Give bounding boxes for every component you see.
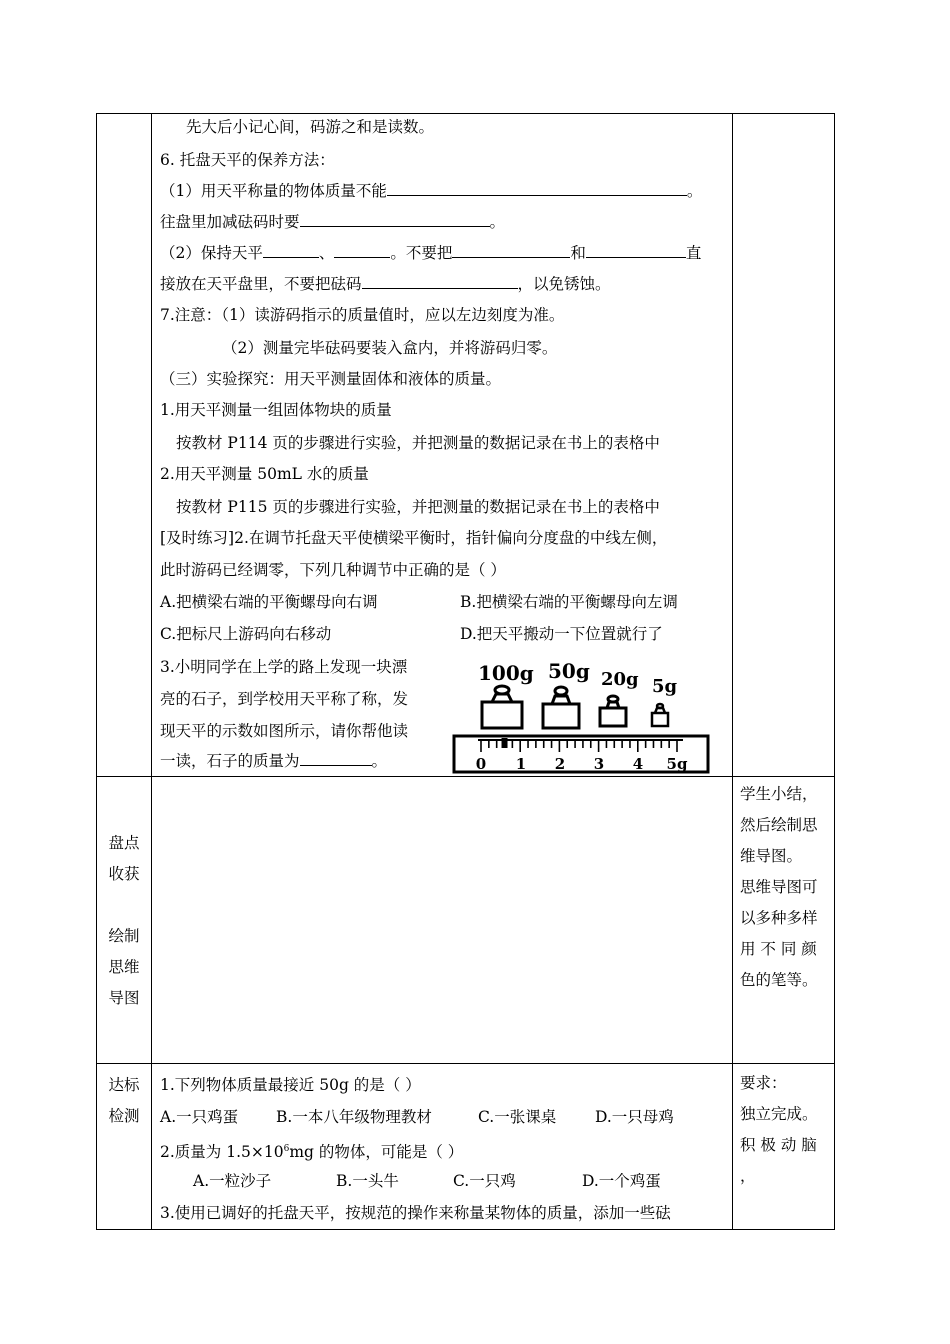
test-right-2: 积 极 动 脑 [740,1136,817,1154]
item6-part2 [160,243,701,263]
q3-line1: 3.小明同学在上学的路上发现一块漂 [160,658,408,676]
weight-100g-icon [482,686,522,728]
summary-right-1: 然后绘制思 [740,816,818,834]
test-q2-opt-c: C.一只鸡 [453,1172,516,1190]
practice-question-line1: [及时练习]2.在调节托盘天平使横梁平衡时，指针偏向分度盘的中线左侧， [160,529,668,547]
blank-field[interactable] [263,243,319,258]
experiment1-title: 1.用天平测量一组固体物块的质量 [160,401,392,419]
blank-field[interactable] [300,751,372,766]
q3-line3: 现天平的示数如图所示，请你帮他读 [160,722,409,740]
weight-20g-icon [600,696,626,726]
option-d: D.把天平搬动一下位置就行了 [460,625,663,643]
weight-label-20g: 20g [601,669,639,690]
item6-p1-end: 。 [686,182,703,200]
blank-field[interactable] [334,243,390,258]
weight-50g-icon [543,687,579,728]
test-left-1: 检测 [108,1107,140,1125]
test-q1-opt-b: B.一本八年级物理教材 [276,1108,432,1126]
weight-5g-icon [652,704,668,726]
item6-title: 6. 托盘天平的保养方法： [160,151,335,169]
summary-right-6: 色的笔等。 [740,971,818,989]
item6-p2d: 和 [570,244,586,262]
item6-p2c: 。不要把 [390,244,453,262]
item6-p1-text: （1）用天平称量的物体质量不能 [160,182,387,200]
option-c: C.把标尺上游码向右移动 [160,625,332,643]
option-b: B.把横梁右端的平衡螺母向左调 [460,593,678,611]
table-col-divider-2 [732,113,733,1230]
table-right-border [834,113,835,1230]
item7-line1: 7.注意：（1）读游码指示的质量值时，应以左边刻度为准。 [160,306,565,324]
mnemonic-line: 先大后小记心间，码游之和是读数。 [186,118,435,136]
item6-p2g: ，以免锈蚀。 [517,275,611,293]
summary-right-4: 以多种多样 [740,909,818,927]
practice-question-line2: 此时游码已经调零，下列几种调节中正确的是（ ） [160,561,506,579]
blank-field[interactable] [362,274,518,289]
summary-right-note [740,779,818,996]
test-left-0: 达标 [108,1076,140,1094]
summary-right-3: 思维导图可 [740,878,818,896]
test-q1-opt-d: D.一只母鸡 [595,1108,674,1126]
experiment2-body: 按教材 P115 页的步骤进行实验，并把测量的数据记录在书上的表格中 [176,498,660,516]
weight-label-100g: 100g [478,661,534,685]
test-right-0: 要求： [740,1074,787,1092]
test-q1-opt-a: A.一只鸡蛋 [160,1108,239,1126]
q3-line4 [160,751,387,771]
blank-field[interactable] [452,243,570,258]
scale-tick-5g: 5g [666,755,688,773]
experiment-title: （三）实验探究：用天平测量固体和液体的质量。 [160,370,502,388]
weight-label-5g: 5g [652,676,678,697]
q3-line4-end: 。 [371,752,388,770]
table-row-divider-2 [96,1063,835,1064]
test-right-note [740,1068,818,1192]
summary-left-2 [97,890,151,921]
test-left-label [97,1070,151,1132]
rider-marker [502,738,508,748]
test-q2-pre: 2.质量为 1.5×10 [160,1143,284,1162]
item7-line2: （2）测量完毕砝码要装入盒内，并将游码归零。 [222,339,558,357]
scale-tick-0: 0 [475,755,487,773]
summary-left-0: 盘点 [108,834,140,852]
item6-p2b: 、 [318,244,335,262]
test-q1-opt-c: C.一张课桌 [478,1108,557,1126]
test-right-3: ， [740,1167,756,1185]
summary-content-area[interactable] [152,777,732,1063]
scale-tick-1: 1 [515,755,527,773]
test-q2-sup: 6 [283,1144,290,1154]
item6-p1c-text: 往盘里加减砝码时要 [160,213,300,231]
item6-part1-cont [160,212,505,232]
scale-tick-4: 4 [632,755,644,773]
summary-right-2: 维导图。 [740,847,803,865]
item6-p2f: 接放在天平盘里，不要把砝码 [160,275,362,293]
test-q2-opt-d: D.一个鸡蛋 [582,1172,661,1190]
item6-p2a: （2）保持天平 [160,244,263,262]
summary-left-1: 收获 [108,865,140,883]
option-a: A.把横梁右端的平衡螺母向右调 [160,593,378,611]
experiment2-title: 2.用天平测量 50mL 水的质量 [160,465,369,483]
test-q1: 1.下列物体质量最接近 50g 的是（ ） [160,1076,421,1094]
summary-left-3: 绘制 [108,927,140,945]
q3-line2: 亮的石子，到学校用天平称了称，发 [160,690,409,708]
blank-field[interactable] [300,212,490,227]
blank-field[interactable] [586,243,686,258]
test-right-1: 独立完成。 [740,1105,818,1123]
summary-right-0: 学生小结， [740,785,818,803]
test-q3: 3.使用已调好的托盘天平，按规范的操作来称量某物体的质量，添加一些砝 [160,1204,671,1222]
table-top-border [96,113,835,114]
summary-left-5: 导图 [108,989,140,1007]
scale-tick-3: 3 [593,755,605,773]
table-bottom-border [96,1229,835,1230]
item6-p2e: 直 [685,244,702,262]
item6-p1d-end: 。 [489,213,506,231]
test-q2-opt-b: B.一头牛 [336,1172,399,1190]
summary-right-5: 用 不 同 颜 [740,940,817,958]
summary-left-4: 思维 [108,958,140,976]
balance-weights-figure [448,658,718,778]
scale-tick-2: 2 [554,755,566,773]
test-q2-opt-a: A.一粒沙子 [193,1172,272,1190]
q3-line4-text: 一读，石子的质量为 [160,752,300,770]
item6-part2-cont [160,274,611,294]
test-q2 [160,1139,463,1162]
weight-label-50g: 50g [548,659,590,683]
summary-left-label [97,828,151,1014]
table-left-border [96,113,97,1230]
blank-field[interactable] [387,181,687,196]
test-q2-post: mg 的物体，可能是（ ） [289,1143,464,1162]
item6-part1 [160,181,702,201]
experiment1-body: 按教材 P114 页的步骤进行实验，并把测量的数据记录在书上的表格中 [176,434,660,452]
